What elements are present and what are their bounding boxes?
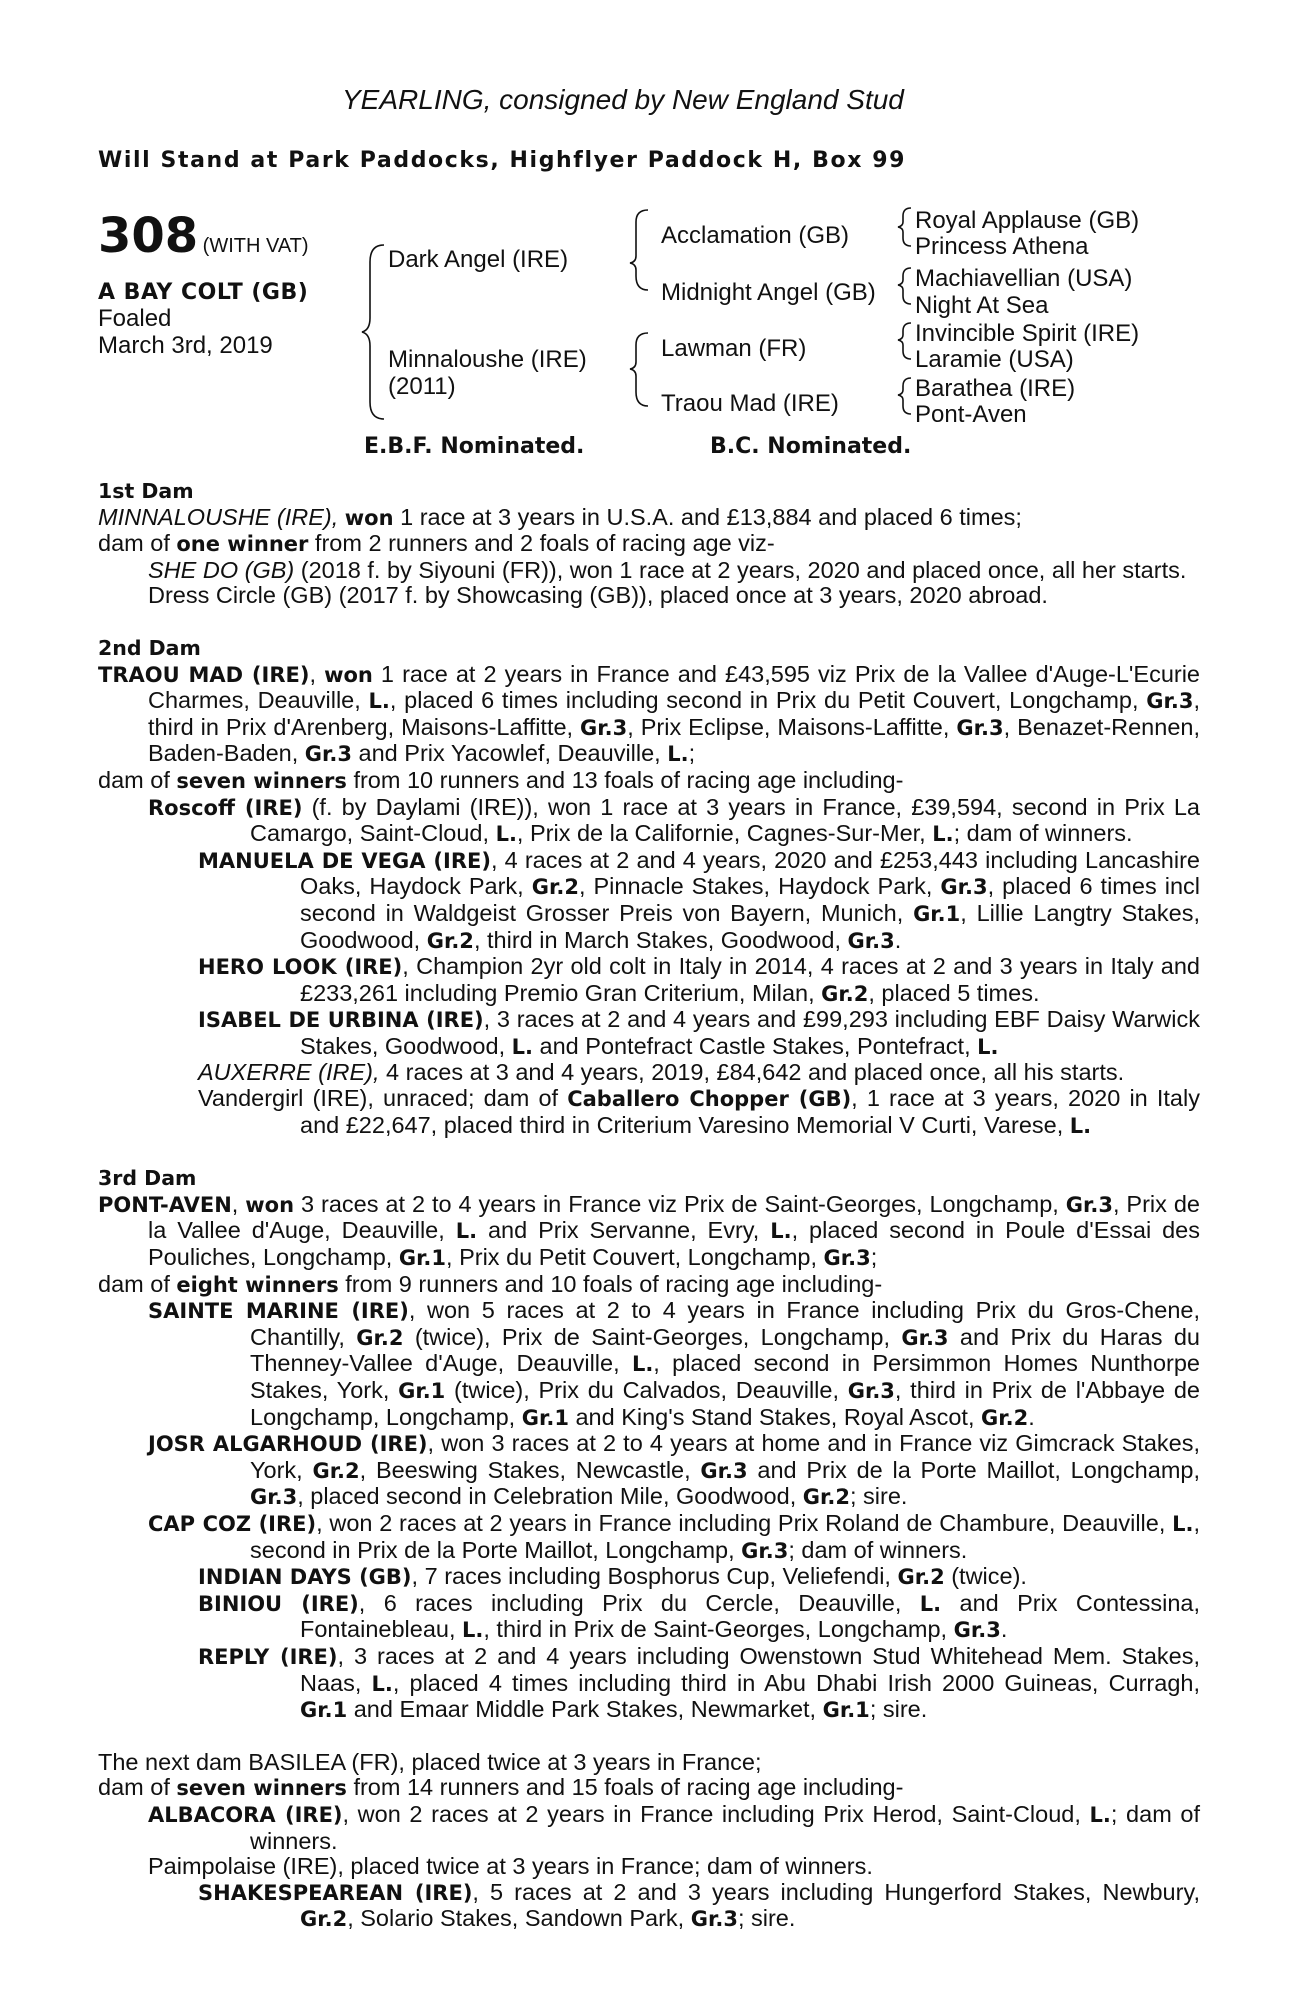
vat-label: (WITH VAT) — [202, 235, 309, 257]
lot-description: A BAY COLT (GB) — [98, 280, 309, 305]
produce-josr-algarhoud: JOSR ALGARHOUD (IRE), won 3 races at 2 to 4 years at home and in France viz Gimcrack Stakes, York, Gr.2, Beeswing Stakes, Newcastle, Gr.3 and Prix de la Porte Maillot, Longchamp, Gr.3, placed second in Celebration Mile, Goodwood, Gr.2; sire. — [148, 1430, 1201, 1510]
sire-dam: Midnight Angel (GB) — [661, 279, 876, 306]
produce-record — [98, 478, 1200, 1933]
produce-manuela-de-vega: MANUELA DE VEGA (IRE), 4 races at 2 and 4 years, 2020 and £253,443 including Lancashire Oaks, Haydock Park, Gr.2, Pinnacle Stakes, Haydock Park, Gr.3, placed 6 times incl second in Waldgeist Grosser Preis von Bayern, Munich, Gr.1, Lillie Langtry Stakes, Goodwood, Gr.2, third in March Stakes, Goodwood, Gr.3. — [198, 846, 1200, 953]
third-dam-record: PONT-AVEN, won 3 races at 2 to 4 years in France viz Prix de Saint-Georges, Longchamp, Gr.3, Prix de la Vallee d'Auge, Deauville, L. and Prix Servanne, Evry, L., placed second in Poule d'Essai des Pouliches, Longchamp, Gr.1, Prix du Petit Couvert, Longchamp, Gr.3; — [98, 1190, 1200, 1271]
produce-biniou: BINIOU (IRE), 6 races including Prix du Cercle, Deauville, L. and Prix Contessina, Fontainebleau, L., third in Prix de Saint-Georges, Longchamp, Gr.3. — [198, 1589, 1201, 1643]
catalogue-heading: YEARLING, consigned by New England Stud — [342, 84, 904, 115]
ebf-nominated: E.B.F. Nominated. — [364, 434, 585, 459]
first-dam-heading: 1st Dam — [98, 479, 194, 503]
bc-nominated: B.C. Nominated. — [710, 434, 912, 459]
produce-shakespearean: SHAKESPEAREAN (IRE), 5 races at 2 and 3 years including Hungerford Stakes, Newbury, Gr.2, Solario Stakes, Sandown Park, Gr.3; sire. — [198, 1878, 1200, 1932]
produce-auxerre: AUXERRE (IRE), 4 races at 3 and 4 years, 2019, £84,642 and placed once, all his starts. — [198, 1059, 1125, 1086]
dam-name: Minnaloushe (IRE) — [388, 346, 587, 373]
sire-sire-sire: Royal Applause (GB) — [915, 207, 1140, 234]
sire-dam-dam: Night At Sea — [915, 292, 1049, 319]
dam-sire: Lawman (FR) — [661, 335, 807, 362]
first-dam-produce: dam of one winner from 2 runners and 2 foals of racing age viz- — [98, 530, 775, 557]
produce-reply: REPLY (IRE), 3 races at 2 and 4 years including Owenstown Stud Whitehead Mem. Stakes, Naas, L., placed 4 times including third in Abu Dhabi Irish 2000 Guineas, Curragh, Gr.1 and Emaar Middle Park Stakes, Newmarket, Gr.1; sire. — [198, 1642, 1200, 1723]
dam-dam-dam: Pont-Aven — [915, 401, 1027, 428]
sire-name: Dark Angel (IRE) — [388, 246, 569, 273]
sire-sire-dam: Princess Athena — [915, 233, 1089, 260]
second-dam-produce: dam of seven winners from 10 runners and 13 foals of racing age including- — [98, 766, 904, 793]
produce-cap-coz: CAP COZ (IRE), won 2 races at 2 years in France including Prix Roland de Chambure, Deauville, L., second in Prix de la Porte Maillot, Longchamp, Gr.3; dam of winners. — [148, 1509, 1200, 1563]
second-dam-heading: 2nd Dam — [98, 635, 201, 660]
third-dam-heading: 3rd Dam — [98, 1166, 197, 1191]
sire-sire: Acclamation (GB) — [661, 222, 850, 249]
produce-isabel-de-urbina: ISABEL DE URBINA (IRE), 3 races at 2 and 4 years and £99,293 including EBF Daisy Warwick Stakes, Goodwood, L. and Pontefract Castle Stakes, Pontefract, L. — [198, 1006, 1200, 1059]
produce-she-do: SHE DO (GB) (2018 f. by Siyouni (FR)), won 1 race at 2 years, 2020 and placed once, all her starts. — [148, 556, 1187, 583]
lot-number: 308 — [98, 208, 199, 264]
foaled-label: Foaled — [98, 305, 172, 332]
second-dam-record: TRAOU MAD (IRE), won 1 race at 2 years in France and £43,595 viz Prix de la Vallee d'Auge-L'Ecurie Charmes, Deauville, L., placed 6 times including second in Prix du Petit Couvert, Longchamp, Gr.3, third in Prix d'Arenberg, Maisons-Laffitte, Gr.3, Prix Eclipse, Maisons-Laffitte, Gr.3, Benazet-Rennen, Baden-Baden, Gr.3 and Prix Yacowlef, Deauville, L.; — [98, 660, 1201, 767]
produce-dress-circle: Dress Circle (GB) (2017 f. by Showcasing (GB)), placed once at 3 years, 2020 abroad. — [148, 582, 1048, 609]
dam-dam: Traou Mad (IRE) — [661, 390, 839, 417]
third-dam-produce: dam of eight winners from 9 runners and 10 foals of racing age including- — [98, 1270, 883, 1297]
next-dam-produce: dam of seven winners from 14 runners and 15 foals of racing age including- — [98, 1774, 904, 1801]
next-dam-record: The next dam BASILEA (FR), placed twice at 3 years in France; — [98, 1748, 762, 1775]
sire-dam-sire: Machiavellian (USA) — [915, 265, 1133, 292]
dam-sire-dam: Laramie (USA) — [915, 346, 1074, 373]
dam-sire-sire: Invincible Spirit (IRE) — [915, 320, 1140, 347]
dam-year: (2011) — [388, 373, 456, 400]
produce-paimpolaise: Paimpolaise (IRE), placed twice at 3 years in France; dam of winners. — [148, 1853, 873, 1880]
foaled-date: March 3rd, 2019 — [98, 332, 273, 359]
produce-roscoff: Roscoff (IRE) (f. by Daylami (IRE)), won 1 race at 3 years in France, £39,594, second in Prix La Camargo, Saint-Cloud, L., Prix de la Californie, Cagnes-Sur-Mer, L.; dam of winners. — [148, 793, 1200, 847]
dam-dam-sire: Barathea (IRE) — [915, 375, 1076, 402]
stand-location: Will Stand at Park Paddocks, Highflyer Paddock H, Box 99 — [98, 148, 907, 173]
produce-hero-look: HERO LOOK (IRE), Champion 2yr old colt in Italy in 2014, 4 races at 2 and 3 years in Italy and £233,261 including Premio Gran Criterium, Milan, Gr.2, placed 5 times. — [198, 953, 1201, 1006]
produce-indian-days: INDIAN DAYS (GB), 7 races including Bosphorus Cup, Veliefendi, Gr.2 (twice). — [198, 1563, 1027, 1590]
first-dam-record: MINNALOUSHE (IRE), won 1 race at 3 years in U.S.A. and £13,884 and placed 6 times; — [98, 503, 1022, 530]
produce-vandergirl: Vandergirl (IRE), unraced; dam of Caballero Chopper (GB), 1 race at 3 years, 2020 in Italy and £22,647, placed third in Criterium Varesino Memorial V Curti, Varese, L. — [198, 1085, 1200, 1138]
produce-albacora: ALBACORA (IRE), won 2 races at 2 years in France including Prix Herod, Saint-Cloud, L.; dam of winners. — [148, 1800, 1200, 1854]
produce-sainte-marine: SAINTE MARINE (IRE), won 5 races at 2 to 4 years in France including Prix du Gros-Chene, Chantilly, Gr.2 (twice), Prix de Saint-Georges, Longchamp, Gr.3 and Prix du Haras du Thenney-Vallee d'Auge, Deauville, L., placed second in Persimmon Homes Nunthorpe Stakes, York, Gr.1 (twice), Prix du Calvados, Deauville, Gr.3, third in Prix de l'Abbaye de Longchamp, Longchamp, Gr.1 and King's Stand Stakes, Royal Ascot, Gr.2. — [148, 1297, 1200, 1430]
